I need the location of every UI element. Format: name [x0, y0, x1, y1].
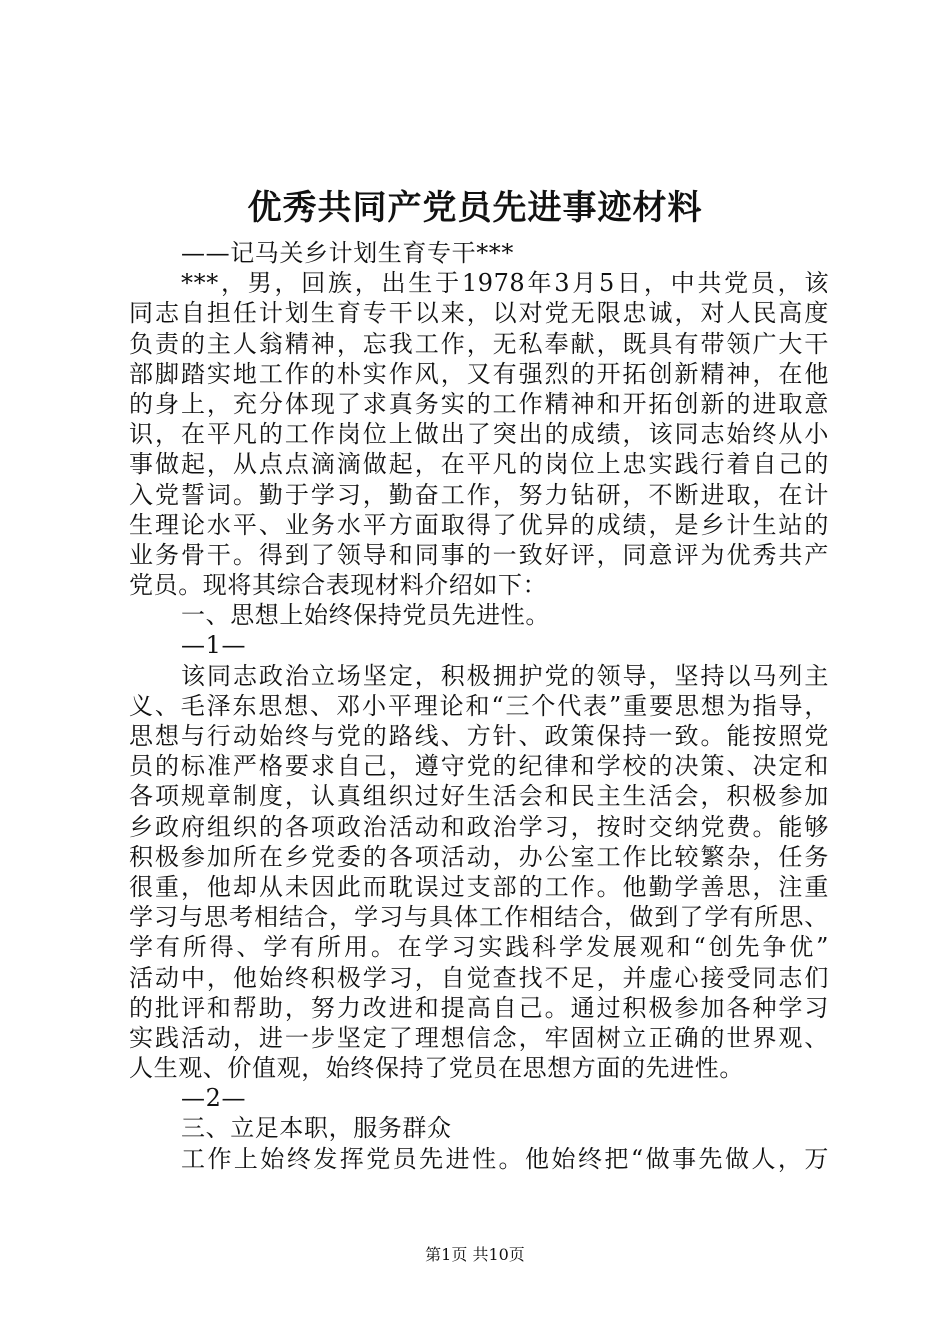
text-line: ——记马关乡计划生育专干***	[181, 239, 514, 267]
text-line: 三、立足本职，服务群众	[181, 1114, 452, 1143]
text-line: 负责的主人翁精神，忘我工作，无私奉献，既具有带领广大干	[129, 329, 829, 358]
document-title: 优秀共同产党员先进事迹材料	[247, 188, 703, 228]
text-line: 人生观、价值观，始终保持了党员在思想方面的先进性。	[129, 1054, 744, 1083]
text-line: 该同志政治立场坚定，积极拥护党的领导，坚持以马列主	[181, 661, 829, 690]
document-body	[129, 238, 829, 1174]
text-line: 很重，他却从未因此而耽误过支部的工作。他勤学善思，注重	[129, 872, 829, 901]
text-line: 各项规章制度，认真组织过好生活会和民主生活会，积极参加	[129, 782, 829, 811]
text-line: 积极参加所在乡党委的各项活动，办公室工作比较繁杂，任务	[129, 842, 829, 871]
text-line: 思想与行动始终与党的路线、方针、政策保持一致。能按照党	[129, 722, 829, 750]
text-line: 入党誓词。勤于学习，勤奋工作，努力钻研，不断进取，在计	[129, 480, 829, 509]
text-line: 识，在平凡的工作岗位上做出了突出的成绩，该同志始终从小	[129, 420, 829, 449]
text-line: —2—	[181, 1084, 247, 1113]
text-line: 工作上始终发挥党员先进性。他始终把“做事先做人，万	[181, 1144, 829, 1173]
text-line: 业务骨干。得到了领导和同事的一致好评，同意评为优秀共产	[129, 540, 829, 569]
text-line: 同志自担任计划生育专干以来，以对党无限忠诚，对人民高度	[129, 299, 829, 328]
text-line: 学有所得、学有所用。在学习实践科学发展观和“创先争优”	[129, 933, 829, 962]
text-line: 乡政府组织的各项政治活动和政治学习，按时交纳党费。能够	[129, 812, 829, 841]
text-line: 生理论水平、业务水平方面取得了优异的成绩，是乡计生站的	[129, 510, 829, 539]
text-line: 一、思想上始终保持党员先进性。	[181, 601, 550, 630]
text-line: 党员。现将其综合表现材料介绍如下：	[129, 571, 548, 600]
text-line: 学习与思考相结合，学习与具体工作相结合，做到了学有所思、	[129, 903, 829, 932]
text-line: 义、毛泽东思想、邓小平理论和“三个代表”重要思想为指导，	[129, 691, 829, 720]
page-number-footer: 第1页 共10页	[425, 1245, 525, 1264]
text-line: 事做起，从点点滴滴做起，在平凡的岗位上忠实践行着自己的	[129, 450, 829, 479]
text-line: 部脚踏实地工作的朴实作风，又有强烈的开拓创新精神，在他	[129, 359, 829, 388]
text-line: ***，男，回族，出生于1978年3月5日，中共党员，该	[181, 269, 829, 298]
text-line: 员的标准严格要求自己，遵守党的纪律和学校的决策、决定和	[129, 752, 829, 781]
text-line: 活动中，他始终积极学习，自觉查找不足，并虚心接受同志们	[129, 963, 829, 992]
text-line: —1—	[181, 631, 247, 660]
text-line: 实践活动，进一步坚定了理想信念，牢固树立正确的世界观、	[129, 1023, 829, 1052]
text-line: 的批评和帮助，努力改进和提高自己。通过积极参加各种学习	[129, 993, 829, 1022]
text-line: 的身上，充分体现了求真务实的工作精神和开拓创新的进取意	[129, 389, 829, 418]
